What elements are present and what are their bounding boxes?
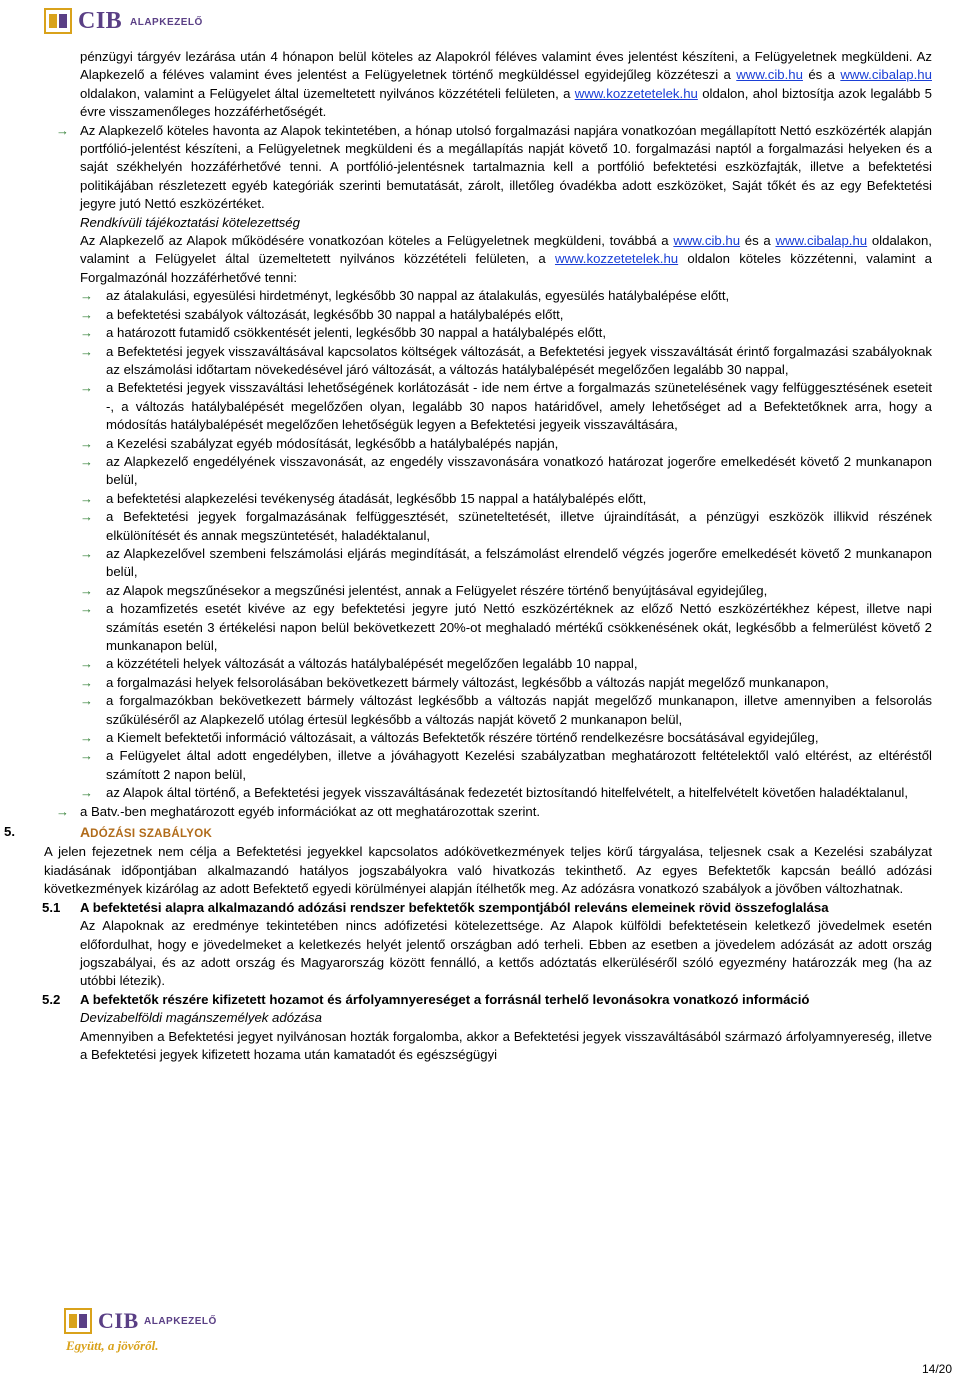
- list-item: → a hozamfizetés esetét kivéve az egy befektetési jegyre jutó Nettó eszközértéknek az előző Nettó eszközértékhez képest, illetve napi számítás esetén 3 értékelési napon belül bekövetkezett 20%-ot meghaladó mértékű csökkenésének okát, legkésőbb a felmerülést követő 2 munkanapon belül,: [80, 601, 932, 653]
- list-item: → a Befektetési jegyek visszaváltási lehetőségének korlátozását - ide nem értve a forgalmazás szünetelésének vagy felfüggesztésének eseteit -, a változás hatálybalépését megelőzően olyan, legalább 30 napos határidővel, amely lehetőséget ad a Befektetőknek arra, hogy a módosítás hatálybalépését megelőzően lehetőségük legyen a Befektetési jegyeik visszaváltására,: [80, 380, 932, 433]
- arrow-bullet-icon: →: [80, 730, 93, 746]
- section-5-1-title: 5.1 A befektetési alapra alkalmazandó adózási rendszer befektetők szempontjából releváns elemeinek rövid összefoglalása: [42, 899, 829, 915]
- page-number: 14/20: [921, 1362, 952, 1376]
- link-cib-2[interactable]: www.cib.hu: [673, 233, 741, 249]
- list-item: → az Alapok által történő, a Befektetési jegyek visszaváltásának fedezetét biztosítandó hitelfelvételt, a hitelfelvételt követően haladéktalanul,: [38, 784, 932, 802]
- arrow-bullet-icon: →: [80, 785, 93, 801]
- arrow-bullet-icon: →: [80, 490, 93, 506]
- brand-name: CIB: [78, 8, 123, 34]
- list-item: → a befektetési szabályok változását, legkésőbb 30 nappal a hatálybalépés előtt,: [38, 306, 932, 324]
- arrow-bullet-icon: →: [80, 343, 93, 359]
- paragraph-reports: pénzügyi tárgyév lezárása után 4 hónapon belül köteles az Alapokról féléves valamint éves jelentést készíteni, a Felügyeletnek megküldeni. Az Alapkezelő a féléves valamint éves jelentést a Felügyeletnek történő megküldéssel egyidejűleg közzéteszi a www.cib.hu és a www.cibalap.hu oldalakon, valamint a Felügyelet által üzemeltetett nyilvános közzétételi felületen, a www.kozzetetelek.hu oldalon, ahol biztosítja azok legalább 5 évre visszamenőleges hozzáférhetőségét.: [80, 49, 932, 120]
- arrow-bullet-icon: →: [80, 656, 93, 672]
- section-5-2-subtitle: Devizabelföldi magánszemélyek adózása: [80, 1010, 322, 1026]
- list-item-portfolio: → Az Alapkezelő köteles havonta az Alapok tekintetében, a hónap utolsó forgalmazási napjára vonatkozóan megállapított Nettó eszközérték alapján portfólió-jelentést készíteni, a Felügyeletnek megküldeni és a megállapítás napját követő 10. forgalmazási naptól a forgalmazási helyeken és a saját székhelyén hozzáférhetővé tenni. A portfólió-jelentésnek tartalmaznia kell a portfólió befektetési eszközfajták, illetve a befektetési politikájában részletezett egyéb kategóriák szerinti bemutatását, zárolt, illetőleg óvadékba adott eszközöket, Saját tőkét és az egy Befektetési jegyre jutó Nettó eszközértéket.: [56, 122, 932, 212]
- arrow-bullet-icon: →: [80, 453, 93, 469]
- link-cibalap-2[interactable]: www.cibalap.hu: [775, 233, 868, 249]
- arrow-bullet-icon: →: [80, 288, 93, 304]
- list-item: → az Alapkezelővel szembeni felszámolási eljárás megindítását, a felszámolást elrendelő végzés jogerőre emelkedését követő 2 munkanapon belül,: [80, 545, 932, 580]
- brand-sub: ALAPKEZELŐ: [144, 1316, 217, 1327]
- cib-logo-mark-icon: [64, 1308, 92, 1334]
- obligation-list: [38, 287, 932, 802]
- arrow-bullet-icon: →: [80, 601, 93, 617]
- link-kozzetetelek-2[interactable]: www.kozzetetelek.hu: [554, 251, 679, 267]
- brand-slogan: Együtt, a jövőről.: [66, 1338, 159, 1353]
- arrow-bullet-icon: →: [80, 693, 93, 709]
- link-cib[interactable]: www.cib.hu: [736, 67, 803, 83]
- list-item: → az Alapok megszűnésekor a megszűnési jelentést, annak a Felügyelet részére történő benyújtásával egyidejűleg,: [38, 582, 932, 600]
- arrow-bullet-icon: →: [80, 306, 93, 322]
- list-item: → a Befektetési jegyek forgalmazásának felfüggesztését, szüneteltetését, illetve újraindítását, a pénzügyi eszközök illikvid részének elkülönítését és annak megszüntetését, haladéktalanul,: [80, 509, 932, 543]
- section-5-1-text: Az Alapoknak az eredménye tekintetében nincs adófizetési kötelezettsége. Az Alapok külföldi befektetésein keletkező jövedelmek esetén előfordulhat, hogy e jövedelmeket a keletkezés helyét jelentő országban adó terheli. Ebben az esetben a jövedelem adózását az adott ország jogszabályai, és az adott ország és Magyarország között fennálló, a kettős adóztatás elkerüléséről szóló egyezmény határozzák meg (ha az utóbbi létezik).: [80, 918, 932, 989]
- section-5-intro: A jelen fejezetnek nem célja a Befektetési jegyekkel kapcsolatos adókövetkezmények teljes körű tárgyalása, teljesnek csak a Kezelési szabályzat kiadásának időpontjában alkalmazandó hatályos jogszabályokra való hivatkozás tekinthető. Az egyes Befektetők kapcsán beálló adózási következmények kizárólag az adott Befektető egyedi körülményei alapján ítélhetők meg. Az adózásra vonatkozó szabályok a jövőben változhatnak.: [44, 844, 932, 897]
- arrow-bullet-icon: →: [80, 674, 93, 690]
- cib-logo-mark-icon: [44, 8, 72, 34]
- list-item: → a Felügyelet által adott engedélyben, illetve a jóváhagyott Kezelési szabályzatban meghatározott feltételektől való eltérést, az eltéréstől számított 2 napon belül,: [80, 748, 932, 782]
- arrow-bullet-icon: →: [56, 122, 69, 138]
- list-item: → az Alapkezelő engedélyének visszavonását, az engedély visszavonására vonatkozó határozat jogerőre emelkedését követő 2 munkanapon belül,: [80, 453, 932, 488]
- section-5-heading: 5. ADÓZÁSI SZABÁLYOK: [4, 824, 213, 841]
- page-content: [4, 48, 932, 1064]
- section-5-2-text: Amennyiben a Befektetési jegyet nyilvánosan hozták forgalomba, akkor a Befektetési jegyek visszaváltásából származó árfolyamnyereség, illetve a Befektetési jegyek kifizetett hozama után kamatadót és egészségügyi: [80, 1028, 932, 1062]
- list-item: → a Kiemelt befektetői információ változásait, a változás Befektetők részére történő rendelkezésre bocsátásával egyidejűleg,: [38, 729, 932, 747]
- list-item: → a közzétételi helyek változását a változás hatálybalépését megelőzően legalább 10 nappal,: [38, 655, 932, 673]
- extra-title: Rendkívüli tájékoztatási kötelezettség: [80, 214, 300, 230]
- cib-logo-top: [44, 8, 203, 34]
- list-item: → a forgalmazókban bekövetkezett bármely változást legkésőbb a változás napját megelőző munkanapon, illetve amennyiben a felsorolás szűküléséről az Alapkezelő utólag értesül legkésőbb a változás napját követő 2 munkanapon belül,: [80, 693, 932, 727]
- link-kozzetetelek[interactable]: www.kozzetetelek.hu: [574, 85, 698, 101]
- link-cibalap[interactable]: www.cibalap.hu: [840, 67, 932, 83]
- list-item: → az átalakulási, egyesülési hirdetményt, legkésőbb 30 nappal az átalakulás, egyesülés hatálybalépése előtt,: [38, 287, 932, 305]
- paragraph-extra: Az Alapkezelő az Alapok működésére vonatkozóan köteles a Felügyeletnek megküldeni, továbbá a www.cib.hu és a www.cibalap.hu oldalakon, valamint a Felügyelet által üzemeltetett nyilvános közzétételi felületen, a www.kozzetetelek.hu oldalon köteles közzétenni, valamint a Forgalmazónál hozzáférhetővé tenni:: [80, 233, 932, 285]
- arrow-bullet-icon: →: [80, 380, 93, 396]
- list-item: → a befektetési alapkezelési tevékenység átadását, legkésőbb 15 nappal a hatálybalépés előtt,: [38, 490, 932, 508]
- cib-logo-bottom: [64, 1308, 217, 1360]
- section-5-2-title: 5.2 A befektetők részére kifizetett hozamot és árfolyamnyereséget a forrásnál terhelő levonásokra vonatkozó információ: [42, 991, 810, 1007]
- list-item: → a forgalmazási helyek felsorolásában bekövetkezett bármely változást, legkésőbb a változás napját megelőző munkanapon,: [38, 674, 932, 692]
- list-item: → a határozott futamidő csökkentését jelenti, legkésőbb 30 nappal a hatálybalépés előtt,: [38, 324, 932, 342]
- arrow-bullet-icon: →: [80, 748, 93, 764]
- list-item: → a Befektetési jegyek visszaváltásával kapcsolatos költségek változását, a Befektetési jegyek visszaváltását érintő forgalmazási szabályoknak az elszámolási időtartam növekedésével járó változását, a változás hatálybalépését megelőzően legalább 30 nappal,: [80, 343, 932, 377]
- arrow-bullet-icon: →: [80, 435, 93, 451]
- brand-name: CIB: [98, 1308, 139, 1333]
- arrow-bullet-icon: →: [56, 803, 69, 819]
- list-item: → a Kezelési szabályzat egyéb módosítását, legkésőbb a hatálybalépés napján,: [38, 435, 932, 453]
- brand-sub: ALAPKEZELŐ: [130, 17, 203, 28]
- arrow-bullet-icon: →: [80, 545, 93, 561]
- arrow-bullet-icon: →: [80, 325, 93, 341]
- arrow-bullet-icon: →: [80, 582, 93, 598]
- arrow-bullet-icon: →: [80, 509, 93, 525]
- list-item-last: → a Batv.-ben meghatározott egyéb információkat az ott meghatározottak szerint.: [38, 803, 932, 821]
